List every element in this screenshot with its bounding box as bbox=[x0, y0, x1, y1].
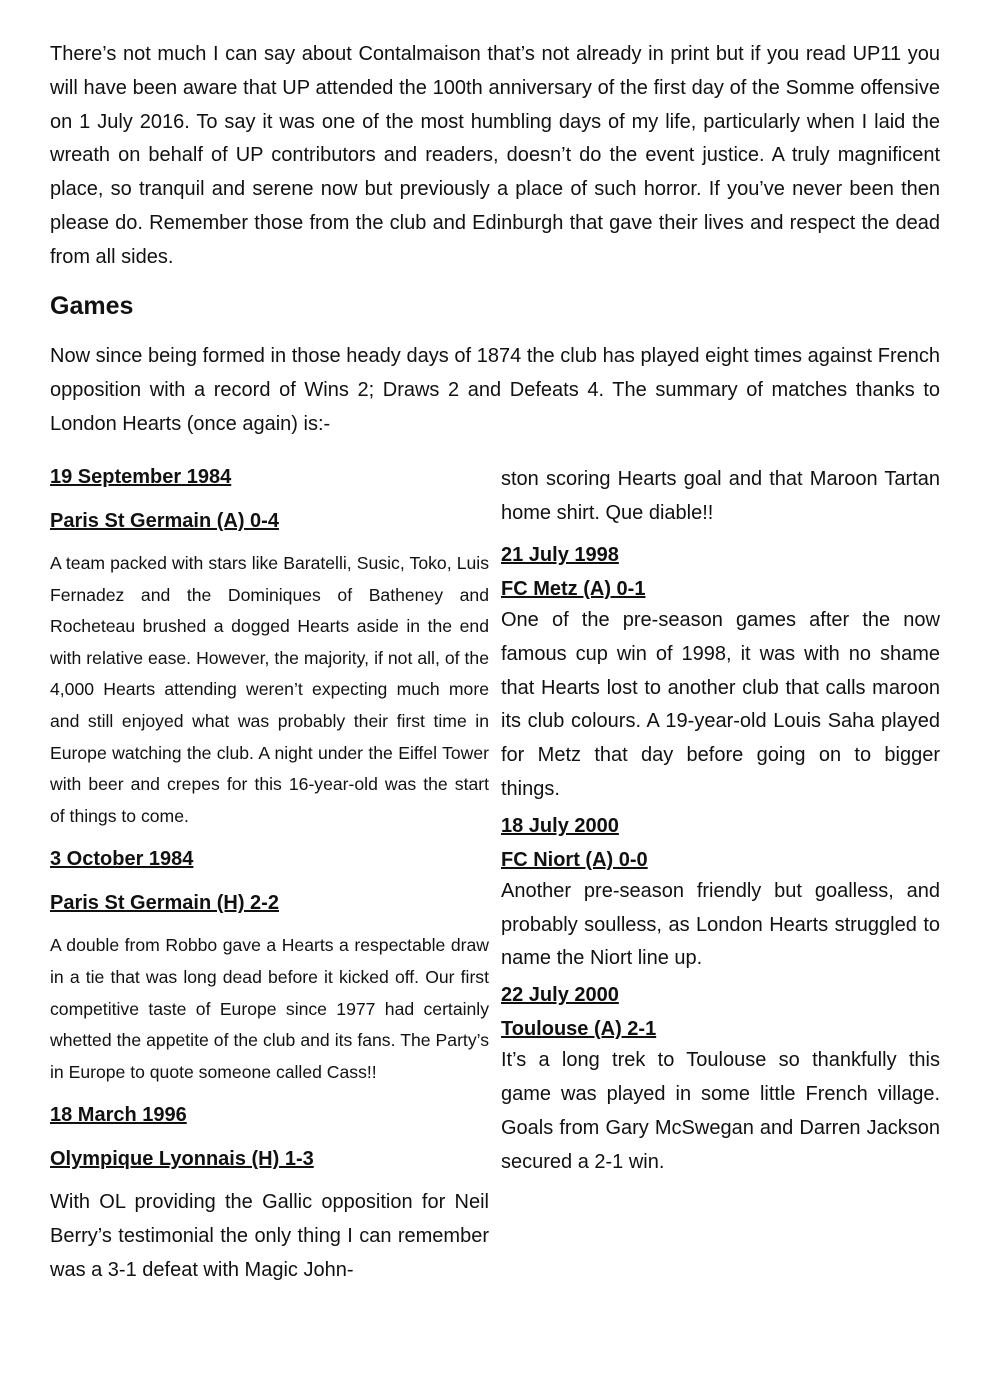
games-intro-paragraph: Now since being formed in those heady days of 1874 the club has played eight times against French opposition with a record of Wins 2; Draws 2 and Defeats 4. The summary of matches thanks to London Hearts (once again) is:- bbox=[50, 345, 940, 435]
match-fixture: FC Niort (A) 0-0 bbox=[501, 848, 648, 871]
match-date: 3 October 1984 bbox=[50, 848, 194, 871]
match-report-continued: ston scoring Hearts goal and that Maroon Tartan home shirt. Que diable!! bbox=[501, 468, 940, 524]
match-report: One of the pre-season games after the now famous cup win of 1998, it was with no shame that Hearts lost to another club that calls maroon its club colours. A 19-year-old Louis Saha played for Metz that day before going on to bigger things. bbox=[501, 609, 940, 800]
match-fixture: Paris St Germain (H) 2-2 bbox=[50, 892, 279, 915]
match-report: A double from Robbo gave a Hearts a respectable draw in a tie that was long dead before it kicked off. Our first competitive taste of Europe since 1977 had certainly whetted the appetite of the club and its fans. The Party’s in Europe to quote someone called Cass!! bbox=[50, 935, 489, 1082]
section-heading: Games bbox=[50, 292, 134, 320]
match-date: 18 March 1996 bbox=[50, 1104, 187, 1127]
match-report: A team packed with stars like Baratelli, Susic, Toko, Luis Fernadez and the Dominiques of Batheney and Rocheteau brushed a dogged Hearts aside in the end with relative ease. However, the majority, if not all, of the 4,000 Hearts attending weren’t expecting much more and still enjoyed what was probably their first time in Europe watching the club. A night under the Eiffel Tower with beer and crepes for this 16-year-old was the start of things to come. bbox=[50, 553, 489, 826]
match-report: Another pre-season friendly but goalless, and probably soulless, as London Hearts struggled to name the Niort line up. bbox=[501, 879, 940, 970]
match-date: 18 July 2000 bbox=[501, 814, 619, 837]
match-fixture: Olympique Lyonnais (H) 1-3 bbox=[50, 1148, 314, 1171]
match-fixture: Toulouse (A) 2-1 bbox=[501, 1018, 657, 1041]
right-column bbox=[501, 462, 940, 1179]
match-fixture: Paris St Germain (A) 0-4 bbox=[50, 510, 279, 532]
left-column bbox=[50, 462, 489, 1288]
intro-paragraph: There’s not much I can say about Contalmaison that’s not already in print but if you read UP11 you will have been aware that UP attended the 100th anniversary of the first day of the Somme offensive on 1 July 2016. To say it was one of the most humbling days of my life, particularly when I laid the wreath on behalf of UP contributors and readers, doesn’t do the event justice. A truly magnificent place, so tranquil and serene now but previously a place of such horror. If you’ve never been then please do. Remember those from the club and Edinburgh that gave their lives and respect the dead from all sides. bbox=[50, 43, 940, 268]
match-fixture: FC Metz (A) 0-1 bbox=[501, 578, 646, 600]
match-date: 19 September 1984 bbox=[50, 466, 232, 488]
match-date: 21 July 1998 bbox=[501, 544, 619, 566]
match-report: It’s a long trek to Toulouse so thankfully this game was played in some little French village. Goals from Gary McSwegan and Darren Jackson secured a 2-1 win. bbox=[501, 1049, 940, 1173]
match-report: With OL providing the Gallic opposition for Neil Berry’s testimonial the only thing I can remember was a 3-1 defeat with Magic John- bbox=[50, 1191, 489, 1281]
match-date: 22 July 2000 bbox=[501, 984, 619, 1007]
